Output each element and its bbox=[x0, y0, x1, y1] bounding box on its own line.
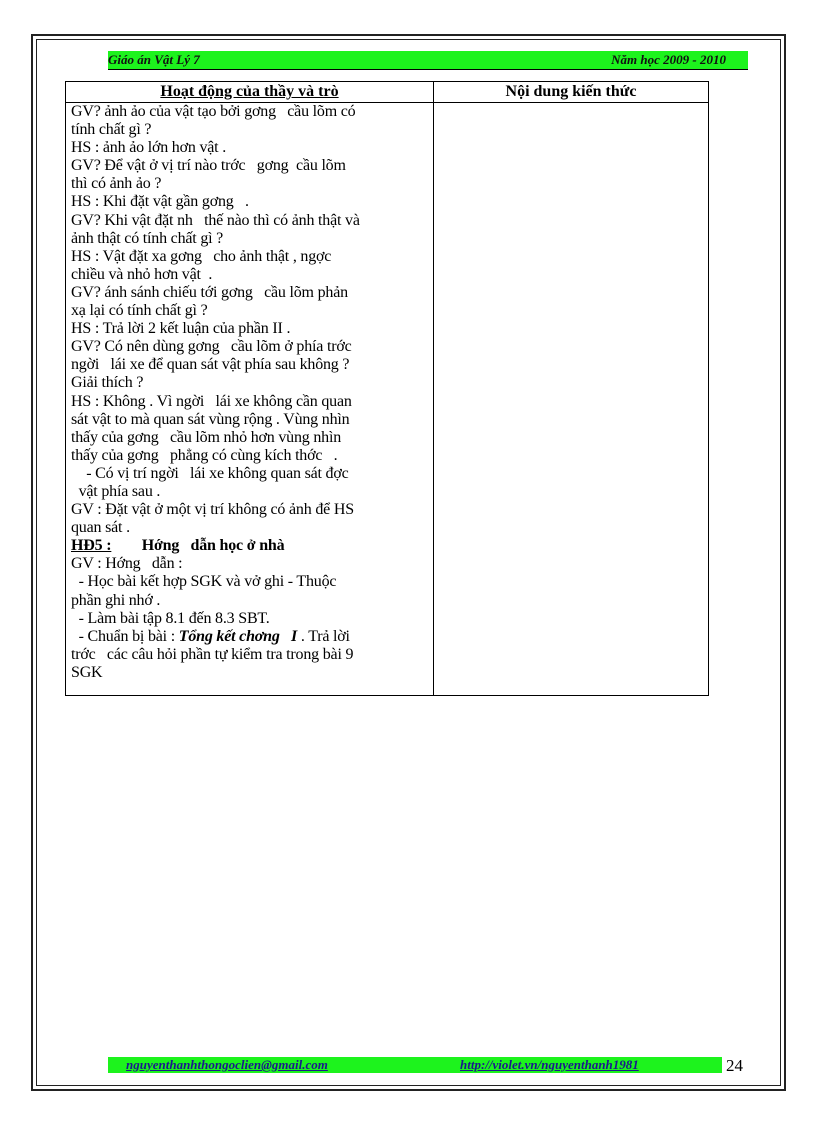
column-header-activities: Hoạt động của thầy và trò bbox=[160, 83, 339, 100]
text-line: tính chất gì ? bbox=[71, 121, 152, 139]
text-line: trớc các câu hỏi phần tự kiểm tra trong bài 9 bbox=[71, 645, 354, 663]
header-bar bbox=[108, 51, 748, 70]
text-line: phần ghi nhớ . bbox=[71, 591, 161, 609]
text-line: thấy của gơng phẳng có cùng kích thớc . bbox=[71, 446, 338, 464]
text-line: ảnh thật có tính chất gì ? bbox=[71, 229, 224, 247]
hd5-title: Hớng dẫn học ở nhà bbox=[141, 537, 285, 555]
text-line: GV? Để vật ở vị trí nào trớc gơng cầu lõm bbox=[71, 157, 346, 175]
lesson-table bbox=[65, 81, 709, 696]
activities-cell bbox=[71, 103, 426, 682]
footer-bar bbox=[108, 1057, 722, 1073]
text-line-prep bbox=[71, 628, 426, 646]
text-line: GV? ảnh ảo của vật tạo bởi gơng cầu lõm có bbox=[71, 103, 356, 120]
header-school-year: Năm học 2009 - 2010 bbox=[611, 52, 726, 67]
text-line: xạ lại có tính chất gì ? bbox=[71, 302, 208, 320]
prep-prefix: - Chuẩn bị bài : bbox=[71, 627, 179, 645]
text-line: chiều và nhỏ hơn vật . bbox=[71, 265, 213, 283]
column-header-content: Nội dung kiến thức bbox=[505, 83, 637, 100]
text-line: HS : Khi đặt vật gần gơng . bbox=[71, 193, 249, 211]
text-line: GV? Khi vật đặt nh thế nào thì có ảnh thật và bbox=[71, 211, 360, 229]
text-line: HS : Không . Vì ngời lái xe không cần quan bbox=[71, 392, 352, 410]
header-subject: Giáo án Vật Lý 7 bbox=[108, 52, 200, 67]
prep-suffix: . Trả lời bbox=[297, 627, 350, 645]
text-line: ngời lái xe để quan sát vật phía sau không ? bbox=[71, 356, 350, 374]
text-line: sát vật to mà quan sát vùng rộng . Vùng nhìn bbox=[71, 410, 350, 428]
text-line: GV? ánh sánh chiếu tới gơng cầu lõm phản bbox=[71, 283, 348, 301]
footer-email-link[interactable]: nguyenthanhthongoclien@gmail.com bbox=[126, 1057, 328, 1072]
text-line: vật phía sau . bbox=[71, 482, 161, 500]
text-line: - Học bài kết hợp SGK và vở ghi - Thuộc bbox=[71, 573, 337, 591]
section-heading-hd5 bbox=[71, 537, 426, 555]
text-line: thấy của gơng cầu lõm nhỏ hơn vùng nhìn bbox=[71, 428, 342, 446]
text-line: thì có ảnh ảo ? bbox=[71, 175, 162, 193]
text-line: SGK bbox=[71, 663, 103, 681]
text-line: GV : Hớng dẫn : bbox=[71, 555, 183, 573]
text-line: GV? Có nên dùng gơng cầu lõm ở phía trớc bbox=[71, 338, 352, 356]
column-divider bbox=[433, 82, 434, 695]
hd5-label: HĐ5 : bbox=[71, 537, 112, 555]
text-line: - Có vị trí ngời lái xe không quan sát đợc bbox=[71, 464, 349, 482]
page-number: 24 bbox=[726, 1056, 743, 1075]
text-line: HS : Vật đặt xa gơng cho ảnh thật , ngợc bbox=[71, 247, 332, 265]
text-line: quan sát . bbox=[71, 519, 130, 537]
text-line: - Làm bài tập 8.1 đến 8.3 SBT. bbox=[71, 609, 270, 627]
table-header-row bbox=[66, 82, 708, 103]
text-line: HS : Trả lời 2 kết luận của phần II . bbox=[71, 320, 291, 338]
text-line: Giải thích ? bbox=[71, 374, 144, 392]
text-line: HS : ảnh ảo lớn hơn vật . bbox=[71, 139, 227, 157]
prep-lesson-title: Tổng kết chơng I bbox=[178, 627, 298, 645]
text-line: GV : Đặt vật ở một vị trí không có ảnh để HS bbox=[71, 501, 354, 519]
footer-website-link[interactable]: http://violet.vn/nguyenthanh1981 bbox=[460, 1057, 639, 1072]
